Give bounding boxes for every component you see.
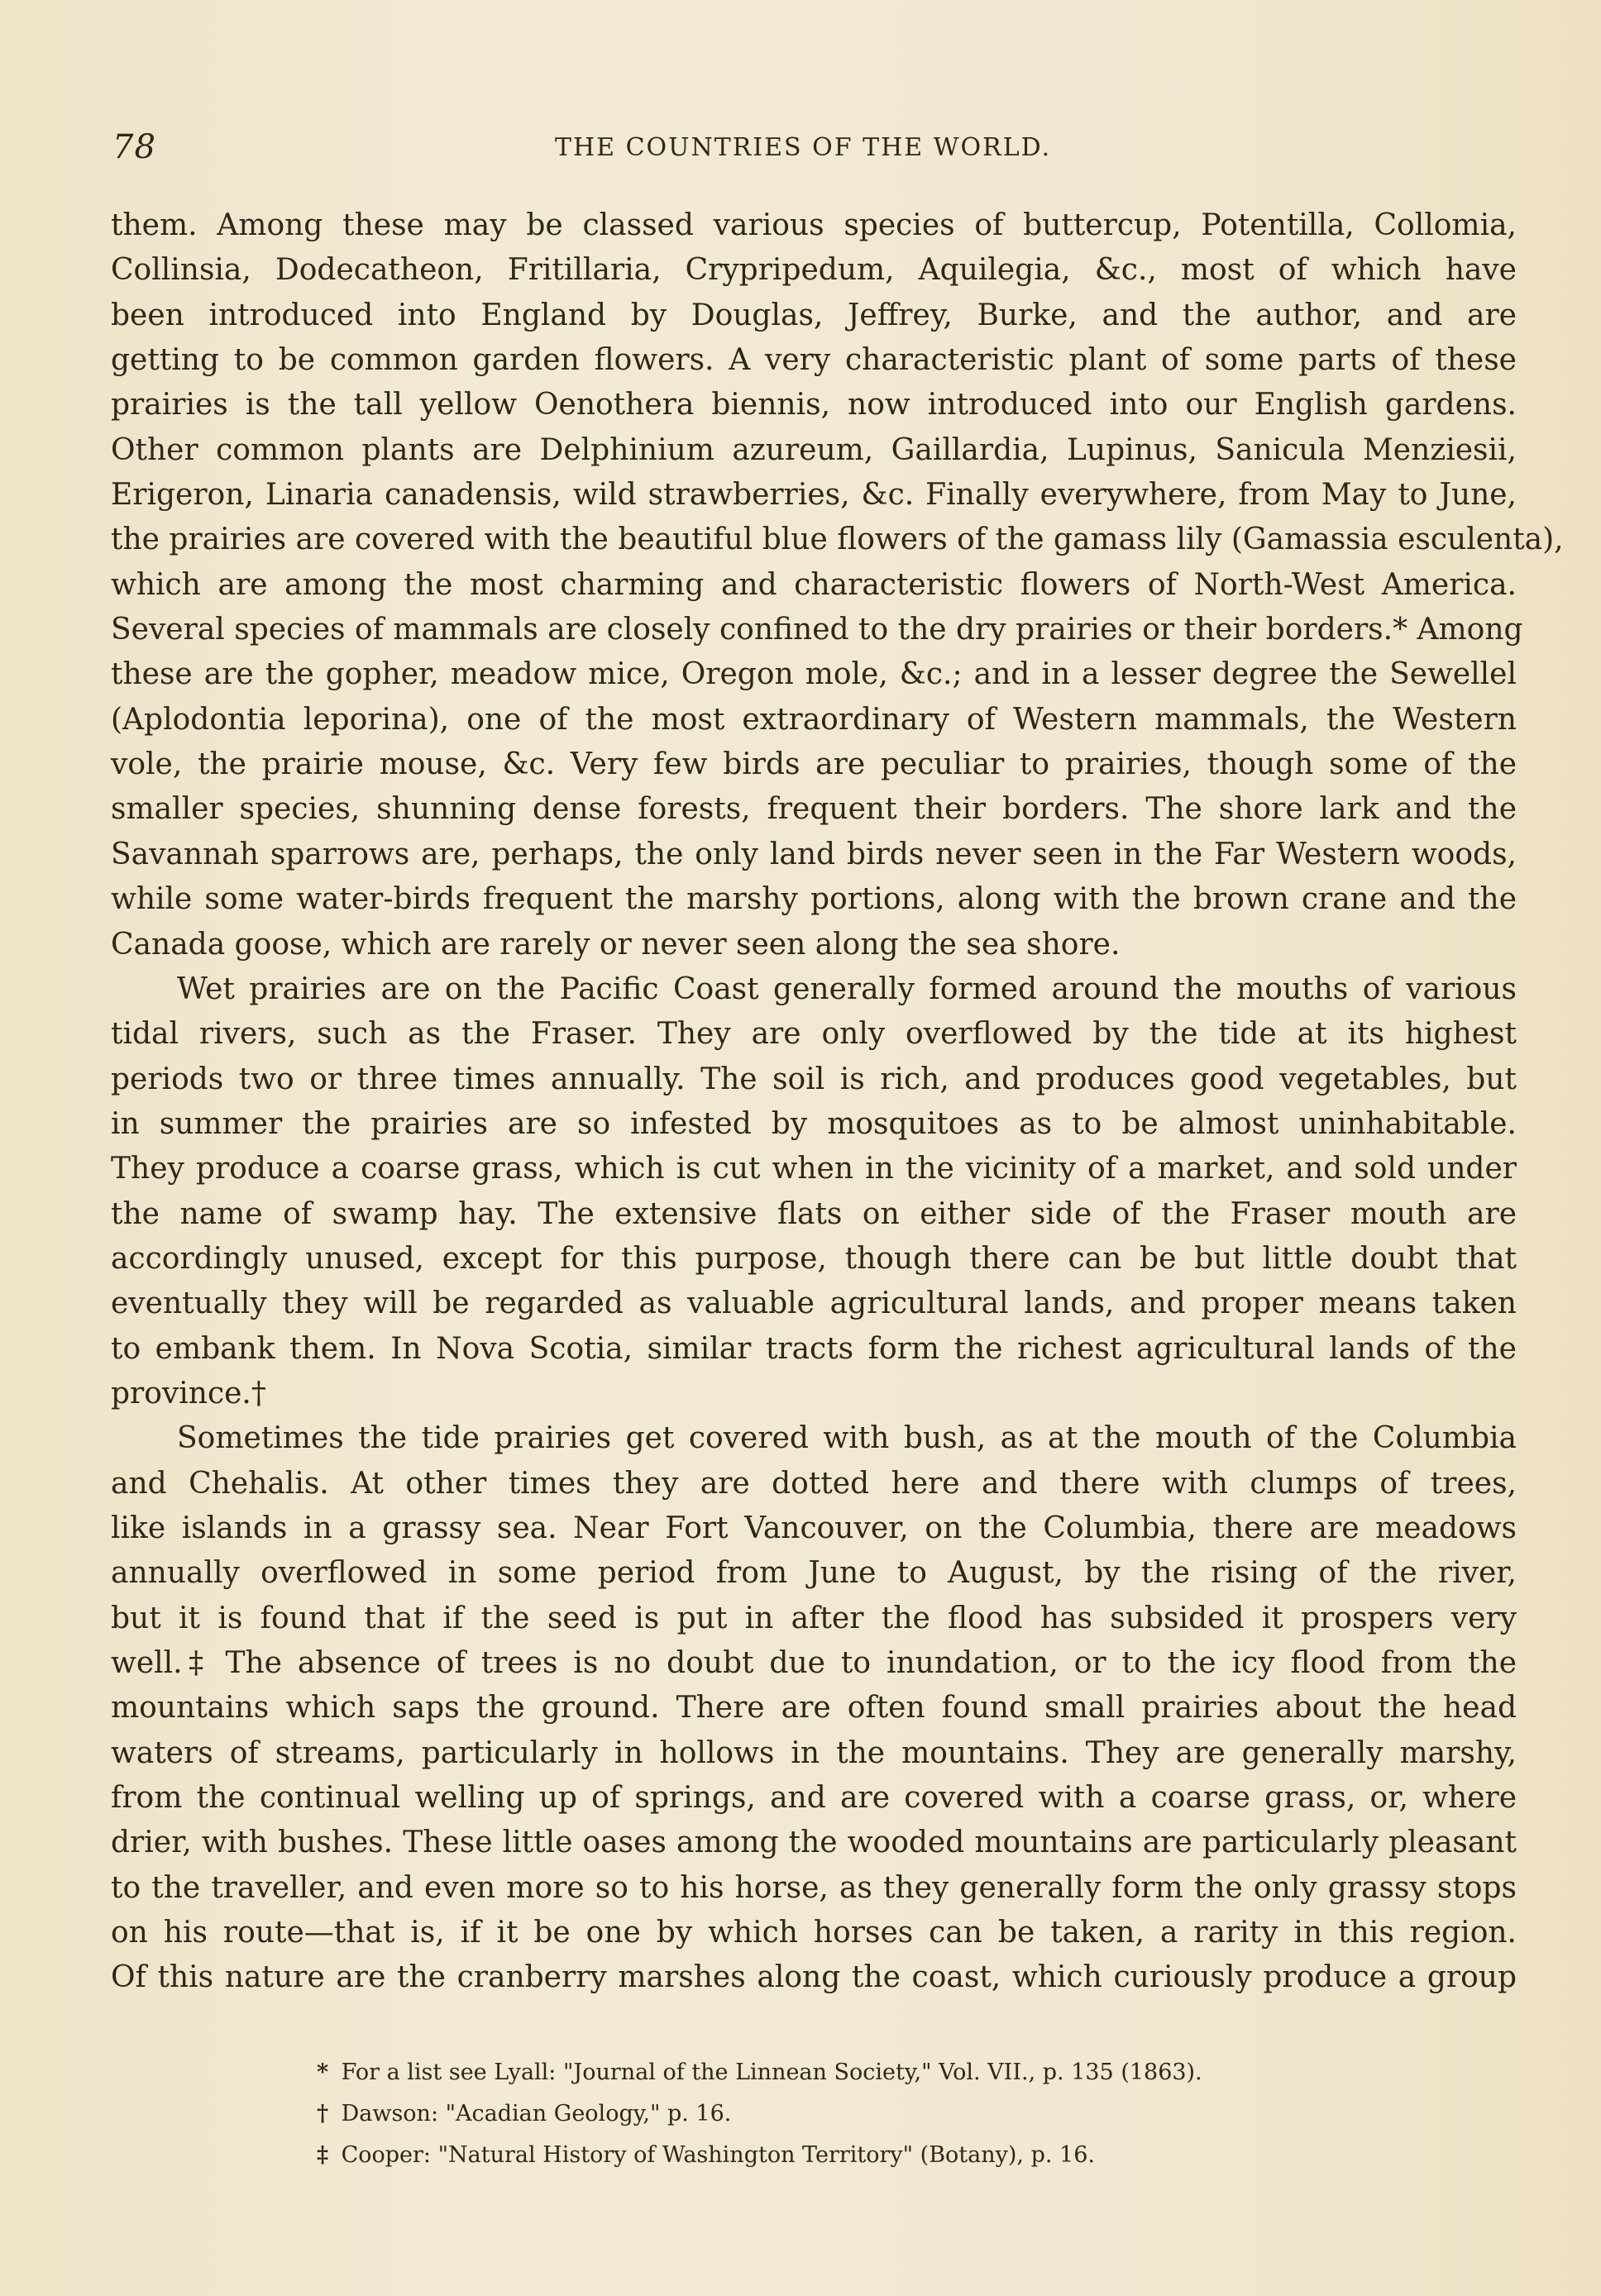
text-line: drier, with bushes. These little oases among the wooded mountains are particularly pleasant	[111, 1826, 1517, 1860]
page-number: 78	[112, 128, 156, 166]
text-line: Wet prairies are on the Pacific Coast generally formed around the mouths of various	[177, 971, 1517, 1006]
text-line: smaller species, shunning dense forests, frequent their borders. The shore lark and the	[111, 792, 1517, 827]
text-line: while some water-birds frequent the marshy portions, along with the brown crane and the	[111, 882, 1517, 917]
footnote-text: Dawson: "Acadian Geology," p. 16.	[341, 2101, 732, 2127]
text-line: Sometimes the tide prairies get covered with bush, as at the mouth of the Columbia	[177, 1421, 1517, 1456]
text-line: been introduced into England by Douglas, Jeffrey, Burke, and the author, and are	[111, 298, 1517, 332]
body-text	[111, 203, 1564, 2001]
text-line: on his route—that is, if it be one by which horses can be taken, a rarity in this region.	[111, 1916, 1517, 1950]
text-line: accordingly unused, except for this purpose, though there can be but little doubt that	[111, 1241, 1517, 1276]
text-line: well.‡ The absence of trees is no doubt due to inundation, or to the icy flood from the	[111, 1646, 1517, 1680]
text-line: to the traveller, and even more so to his horse, as they generally form the only grassy stops	[111, 1870, 1517, 1905]
text-line: (Aplodontia leporina), one of the most extraordinary of Western mammals, the Western	[111, 702, 1517, 737]
text-line: the name of swamp hay. The extensive flats on either side of the Fraser mouth are	[111, 1196, 1517, 1231]
text-line: getting to be common garden flowers. A very characteristic plant of some parts of these	[111, 343, 1517, 378]
text-line: Savannah sparrows are, perhaps, the only land birds never seen in the Far Western woods,	[111, 837, 1517, 871]
footnote	[311, 2093, 1386, 2135]
footnotes	[311, 2052, 1386, 2176]
footnote-mark: ‡	[316, 2142, 329, 2168]
footnote-text: Cooper: "Natural History of Washington Territory" (Botany), p. 16.	[341, 2142, 1095, 2168]
text-line: They produce a coarse grass, which is cut when in the vicinity of a market, and sold under	[111, 1152, 1517, 1186]
text-line: mountains which saps the ground. There are often found small prairies about the head	[111, 1691, 1517, 1726]
text-line: eventually they will be regarded as valuable agricultural lands, and proper means taken	[111, 1286, 1517, 1321]
text-line: waters of streams, particularly in hollows in the mountains. They are generally marshy,	[111, 1735, 1517, 1770]
footnote	[311, 2135, 1386, 2176]
text-line: Collinsia, Dodecatheon, Fritillaria, Crypripedum, Aquilegia, &c., most of which have	[111, 253, 1517, 288]
text-line: Of this nature are the cranberry marshes along the coast, which curiously produce a group	[111, 1960, 1517, 1995]
text-line: Canada goose, which are rarely or never seen along the sea shore.	[111, 927, 1121, 962]
text-line: the prairies are covered with the beautiful blue flowers of the gamass lily (Gamassia esculenta),	[111, 523, 1564, 557]
text-line: province.†	[111, 1376, 266, 1411]
footnote	[311, 2052, 1386, 2093]
text-line: and Chehalis. At other times they are dotted here and there with clumps of trees,	[111, 1466, 1517, 1501]
text-line: vole, the prairie mouse, &c. Very few birds are peculiar to prairies, though some of the	[111, 747, 1517, 782]
text-line: which are among the most charming and characteristic flowers of North-West America.	[111, 567, 1517, 602]
text-line: prairies is the tall yellow Oenothera biennis, now introduced into our English gardens.	[111, 388, 1517, 422]
text-line: from the continual welling up of springs, and are covered with a coarse grass, or, where	[111, 1781, 1517, 1816]
text-line: them. Among these may be classed various species of buttercup, Potentilla, Collomia,	[111, 208, 1517, 242]
text-line: periods two or three times annually. The soil is rich, and produces good vegetables, but	[111, 1062, 1517, 1096]
text-line: but it is found that if the seed is put in after the flood has subsided it prospers very	[111, 1601, 1517, 1635]
text-line: like islands in a grassy sea. Near Fort Vancouver, on the Columbia, there are meadows	[111, 1511, 1517, 1545]
footnote-mark: *	[316, 2060, 329, 2085]
footnote-mark: †	[316, 2101, 329, 2127]
text-line: Erigeron, Linaria canadensis, wild strawberries, &c. Finally everywhere, from May to June,	[111, 478, 1517, 513]
page-header	[112, 128, 1518, 178]
footnote-text: For a list see Lyall: "Journal of the Linnean Society," Vol. VII., p. 135 (1863).	[341, 2060, 1202, 2085]
text-line: in summer the prairies are so infested by mosquitoes as to be almost uninhabitable.	[111, 1106, 1517, 1141]
text-line: Several species of mammals are closely confined to the dry prairies or their borders.* Among	[111, 613, 1523, 647]
text-line: to embank them. In Nova Scotia, similar tracts form the richest agricultural lands of the	[111, 1331, 1517, 1366]
text-line: tidal rivers, such as the Fraser. They are only overflowed by the tide at its highest	[111, 1017, 1517, 1052]
text-line: these are the gopher, meadow mice, Oregon mole, &c.; and in a lesser degree the Sewellel	[111, 657, 1517, 692]
text-line: Other common plants are Delphinium azureum, Gaillardia, Lupinus, Sanicula Menziesii,	[111, 432, 1517, 467]
text-line: annually overflowed in some period from June to August, by the rising of the river,	[111, 1556, 1517, 1591]
running-title: THE COUNTRIES OF THE WORLD.	[555, 133, 1052, 162]
